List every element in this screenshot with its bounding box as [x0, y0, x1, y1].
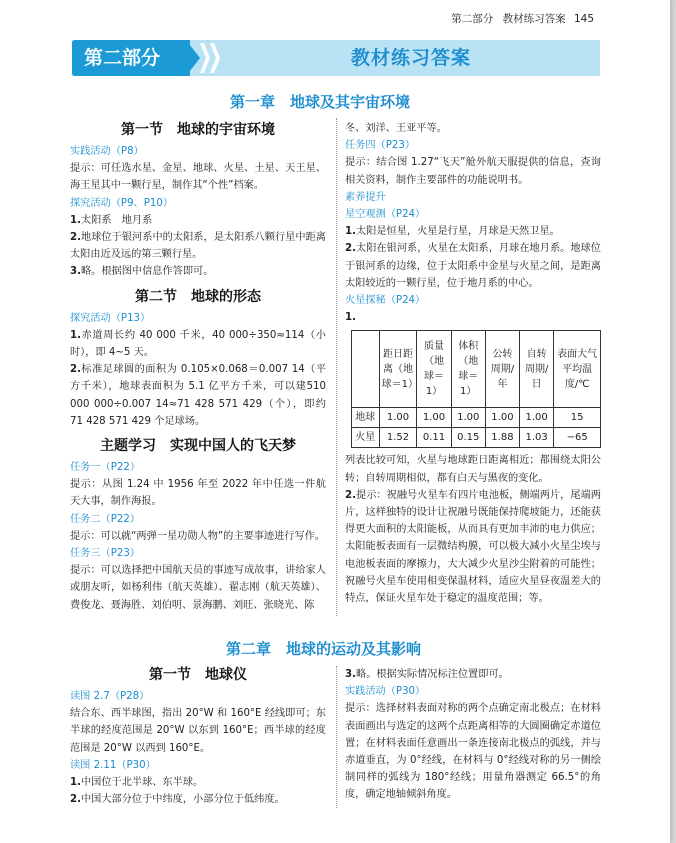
answer-item: 2.太阳在银河系，火星在太阳系，月球在地月系。地球位于银河系的边缘，位于太阳系中金星与火星之间，是距离太阳较近的一颗行星，位于地月系的中心。 [345, 243, 601, 289]
chapter-1-right-column [345, 120, 601, 607]
answer-text: 提示：可以选择把中国航天员的事迹写成故事，讲给家人或朋友听，如杨利伟（航天英雄）、翟志刚（航天英雄）、费俊龙、聂海胜、刘伯明、景海鹏、刘旺、张晓光、陈 [70, 565, 326, 611]
answer-text: 提示：从图 1.24 中 1956 年至 2022 年中任选一件航天大事，制作海报。 [70, 479, 326, 508]
column-divider [336, 666, 337, 808]
answer-item: 2.标准足球圆的面积为 0.105×0.068＝0.007 14（平方千米），地球表面积为 5.1 亿平方千米，可以建510 000 000÷0.007 14≈71 428 571 429（个），即约 71 428 571 429 个足球场。 [70, 364, 326, 427]
activity-label: 探究活动（P9、P10） [70, 197, 174, 209]
section-title: 第一节 地球的宇宙环境 [121, 122, 275, 138]
table-cell: −65 [554, 428, 601, 448]
banner-title: 教材练习答案 [350, 47, 471, 69]
answer-text: 提示：选择材料表面对称的两个点确定南北极点；在材料表面画出与选定的这两个点距离相等的大圆圈确定赤道位置；在材料表面任意画出一条连接南北极点的弧线，并与赤道垂直，为 0°经线，在材料与 0°经线对称的另一侧绘制同样的弧线为 180°经线；用量角器测定 66.5°的角度，确定地轴倾斜角度。 [345, 703, 601, 801]
activity-label: 任务四（P23） [345, 140, 416, 152]
table-cell: 质量（地球＝1） [417, 331, 451, 408]
activity-label: 任务二（P22） [70, 513, 141, 525]
table-cell: 体积（地球＝1） [451, 331, 485, 408]
table-cell: 1.52 [379, 428, 417, 448]
activity-label: 星空观测（P24） [345, 209, 426, 221]
activity-label: 素养提升 [345, 191, 386, 203]
activity-label: 读图 2.11（P30） [70, 759, 156, 771]
table-cell: 15 [554, 408, 601, 428]
answer-item: 3.略。根据图中信息作答即可。 [70, 266, 214, 278]
answer-text: 提示：可以就“两弹一星功勋人物”的主要事迹进行写作。 [70, 530, 326, 542]
answer-item: 1.太阳系 地月系 [70, 214, 153, 226]
section-title: 主题学习 实现中国人的飞天梦 [100, 438, 296, 455]
table-row [352, 428, 601, 448]
table-header-row [352, 331, 601, 408]
section-title: 第一节 地球仪 [149, 667, 247, 683]
answer-item: 1.太阳是恒星，火星是行星，月球是天然卫星。 [345, 226, 560, 238]
table-cell: 1.88 [485, 428, 519, 448]
table-cell [352, 331, 380, 408]
table-cell: 1.00 [520, 408, 554, 428]
table-cell: 距日距离（地球＝1） [379, 331, 417, 408]
answer-text: 提示：结合图 1.27“飞天”舱外航天服提供的信息，查询相关资料，制作主要部件的功能说明书。 [345, 157, 601, 186]
answer-item: 2.中国大部分位于中纬度，小部分位于低纬度。 [70, 794, 285, 806]
answer-item: 3.略。根据实际情况标注位置即可。 [345, 669, 509, 680]
table-cell: 自转周期/日 [520, 331, 554, 408]
banner-part-label: 第二部分 [72, 40, 190, 76]
planet-comparison-table [351, 330, 601, 448]
activity-label: 读图 2.7（P28） [70, 691, 150, 702]
answer-item: 2.提示：祝融号火星车有四片电池板，侧端两片，尾端两片，这样独特的设计让祝融号既能保持爬坡能力，还能获得更大面积的太阳能板，从而具有更加丰沛的电力供应；太阳能板表面有一层微结构膜，可以极大减小火星尘埃与电池板表面的摩擦力，大大减少火星沙尘附着的可能性；祝融号火星车使用相变保温材料，适应火星昼夜温差大的特点，保证火星车处于稳定的温度范围；等。 [345, 489, 601, 605]
page-number: 145 [573, 13, 594, 25]
table-cell: 火星 [352, 428, 380, 448]
table-cell: 1.00 [485, 408, 519, 428]
table-cell: 公转周期/年 [485, 331, 519, 408]
answer-text: 列表比较可知，火星与地球距日距离相近；都围绕太阳公转；自转周期相似，都有白天与黑夜的变化。 [345, 455, 601, 484]
part-banner [72, 40, 600, 76]
header-section: 第二部分 [451, 13, 494, 25]
answer-text: 提示：可任选水星、金星、地球、火星、土星、天王星、海王星其中一颗行星，制作其“个性”档案。 [70, 163, 326, 192]
table-cell: 1.00 [379, 408, 417, 428]
table-number: 1. [345, 312, 356, 324]
chapter-2-left-column [70, 664, 326, 808]
header-title: 教材练习答案 [502, 13, 566, 25]
table-cell: 0.15 [451, 428, 485, 448]
table-cell: 1.00 [417, 408, 451, 428]
answer-item: 1.赤道周长约 40 000 千米，40 000÷350≈114（小时），即 4~5 天。 [70, 329, 326, 359]
running-header [451, 11, 594, 26]
table-cell: 表面大气平均温度/℃ [554, 331, 601, 408]
activity-label: 火星探秘（P24） [345, 295, 426, 307]
chapter-2-title: 第二章 地球的运动及其影响 [226, 640, 422, 658]
answer-item: 2.地球位于银河系中的太阳系，是太阳系八颗行星中距离太阳由近及远的第三颗行星。 [70, 232, 326, 261]
banner-arrow-icon [186, 40, 200, 76]
table-cell: 地球 [352, 408, 380, 428]
table-cell: 0.11 [417, 428, 451, 448]
answer-item: 1.中国位于北半球、东半球。 [70, 777, 204, 789]
activity-label: 任务一（P22） [70, 462, 141, 474]
activity-label: 实践活动（P30） [345, 686, 426, 698]
answer-text: 结合东、西半球图，指出 20°W 和 160°E 经线即可；东半球的经度范围是 20°W 以东到 160°E；西半球的经度范围是 20°W 以西到 160°E。 [70, 708, 326, 754]
chevron-icon [210, 43, 220, 73]
table-cell: 1.03 [520, 428, 554, 448]
chapter-1-left-column [70, 116, 326, 614]
answer-text: 冬、刘洋、王亚平等。 [345, 123, 447, 134]
table-row [352, 408, 601, 428]
chapter-1-title: 第一章 地球及其宇宙环境 [230, 93, 411, 111]
activity-label: 实践活动（P8） [70, 146, 144, 157]
column-divider [336, 118, 337, 616]
activity-label: 任务三（P23） [70, 548, 141, 560]
section-title: 第二节 地球的形态 [135, 288, 261, 305]
table-cell: 1.00 [451, 408, 485, 428]
chevron-icon [200, 43, 210, 73]
activity-label: 探究活动（P13） [70, 312, 151, 324]
chapter-2-right-column [345, 666, 601, 804]
